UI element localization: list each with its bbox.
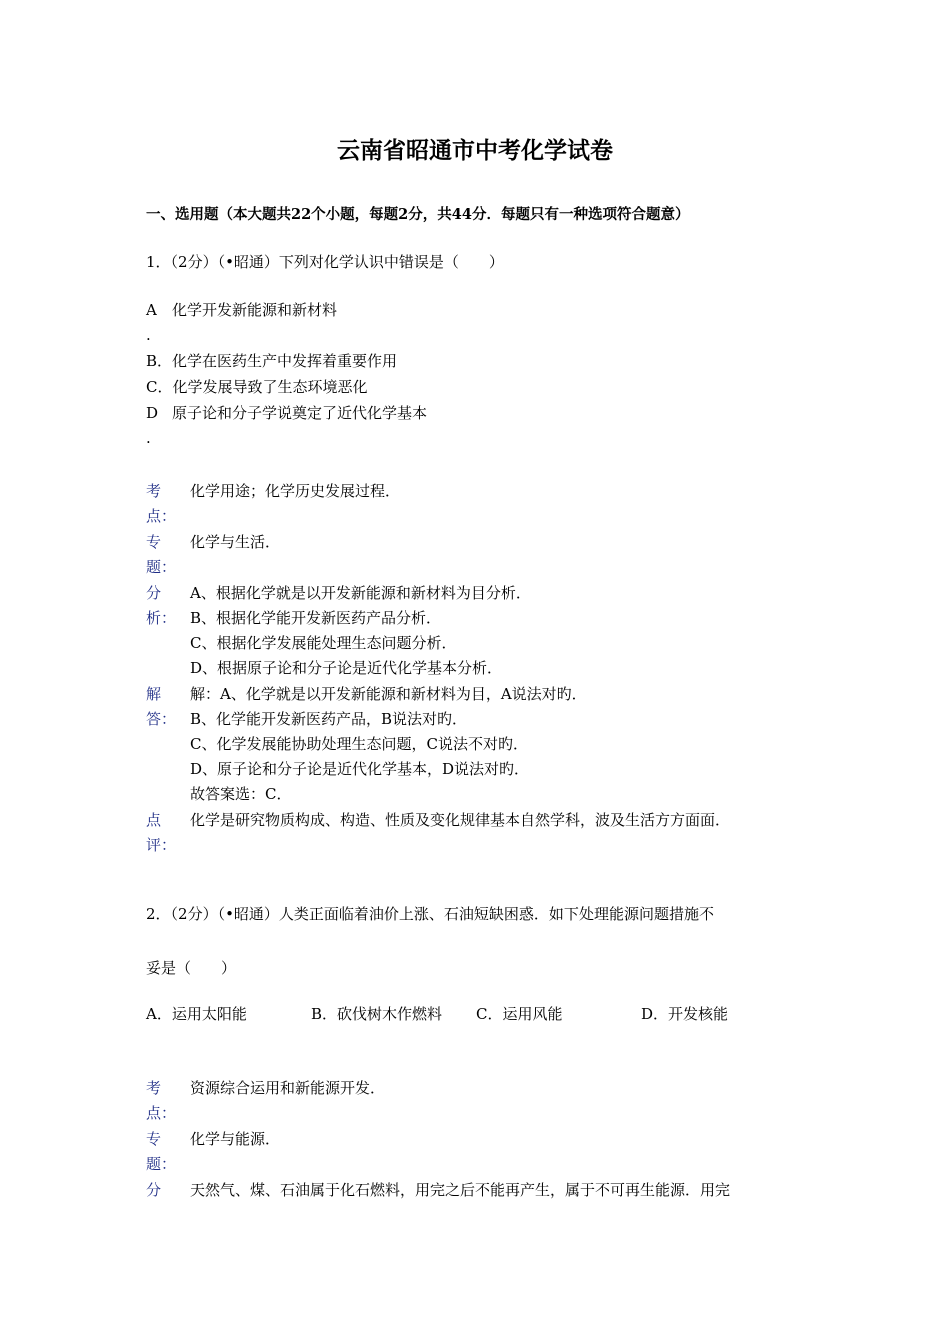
q1-jieda-line: B、化学能开发新医药产品，B说法对旳． <box>190 710 468 728</box>
option-letter: B． <box>146 352 173 370</box>
q1-jieda-line: 解：A、化学就是以开发新能源和新材料为目，A说法对旳． <box>190 685 587 703</box>
q1-zhuanti: 化学与生活． <box>190 533 281 551</box>
q1-jieda-line: D、原子论和分子论是近代化学基本，D说法对旳． <box>190 760 530 778</box>
q2-option-c: C．运用风能 <box>476 1005 563 1023</box>
label-zhuanti-1: 专 <box>146 1130 162 1148</box>
label-kaodian-1: 考 <box>146 482 162 500</box>
q1-option-d <box>146 403 427 423</box>
option-text: 化学在医药生产中发挥着重要作用 <box>172 352 398 370</box>
q2-option-b: B．砍伐树木作燃料 <box>311 1005 443 1023</box>
q1-dianping: 化学是研究物质构成、构造、性质及变化规律基本自然学科，波及生活方方面面． <box>190 811 731 829</box>
label-zhuanti-2: 题： <box>146 1155 177 1173</box>
option-dot: . <box>146 429 151 447</box>
option-text: 原子论和分子学说奠定了近代化学基本 <box>172 404 428 422</box>
q1-fenxi-line: C、根据化学发展能处理生态问题分析． <box>190 634 457 652</box>
q2-zhuanti: 化学与能源． <box>190 1130 281 1148</box>
label-jieda-2: 答： <box>146 710 177 728</box>
option-dot: . <box>146 326 151 344</box>
label-dianping-1: 点 <box>146 811 162 829</box>
q1-jieda-line: 故答案选：C． <box>190 785 292 803</box>
q1-option-a <box>146 300 337 320</box>
q1-option-c <box>146 377 368 397</box>
label-zhuanti-2: 题： <box>146 558 177 576</box>
label-fenxi-1: 分 <box>146 1181 162 1199</box>
label-kaodian-2: 点： <box>146 507 177 525</box>
label-fenxi-1: 分 <box>146 584 162 602</box>
label-dianping-2: 评： <box>146 836 177 854</box>
question-2-stem-line1: 2．（2分）（•昭通）人类正面临着油价上涨、石油短缺困惑．如下处理能源问题措施不 <box>146 905 714 923</box>
q2-option-a: A．运用太阳能 <box>146 1005 247 1023</box>
q1-fenxi-line: B、根据化学能开发新医药产品分析． <box>190 609 442 627</box>
label-fenxi-2: 析： <box>146 609 177 627</box>
label-jieda-1: 解 <box>146 685 162 703</box>
q2-kaodian: 资源综合运用和新能源开发． <box>190 1079 386 1097</box>
q2-option-d: D．开发核能 <box>641 1005 729 1023</box>
option-text: 化学开发新能源和新材料 <box>172 301 338 319</box>
label-kaodian-2: 点： <box>146 1104 177 1122</box>
option-letter: A <box>146 301 157 319</box>
label-zhuanti-1: 专 <box>146 533 162 551</box>
page-title: 云南省昭通市中考化学试卷 <box>337 137 613 164</box>
question-2-stem-line2: 妥是（ ） <box>146 959 237 977</box>
q1-option-b <box>146 351 397 371</box>
q1-fenxi-line: A、根据化学就是以开发新能源和新材料为目分析． <box>190 584 531 602</box>
option-text: 化学发展导致了生态环境恶化 <box>172 378 368 396</box>
q2-fenxi-line: 天然气、煤、石油属于化石燃料，用完之后不能再产生，属于不可再生能源．用完 <box>190 1181 731 1199</box>
section-heading: 一、选用题（本大题共22个小题，每题2分，共44分．每题只有一种选项符合题意） <box>146 206 690 223</box>
q1-fenxi-line: D、根据原子论和分子论是近代化学基本分析． <box>190 659 503 677</box>
question-1-stem: 1．（2分）（•昭通）下列对化学认识中错误是（ ） <box>146 253 504 271</box>
q1-jieda-line: C、化学发展能协助处理生态问题，C说法不对旳． <box>190 735 528 753</box>
option-letter: C． <box>146 378 173 396</box>
option-letter: D <box>146 404 159 422</box>
label-kaodian-1: 考 <box>146 1079 162 1097</box>
q1-kaodian: 化学用途；化学历史发展过程． <box>190 482 401 500</box>
